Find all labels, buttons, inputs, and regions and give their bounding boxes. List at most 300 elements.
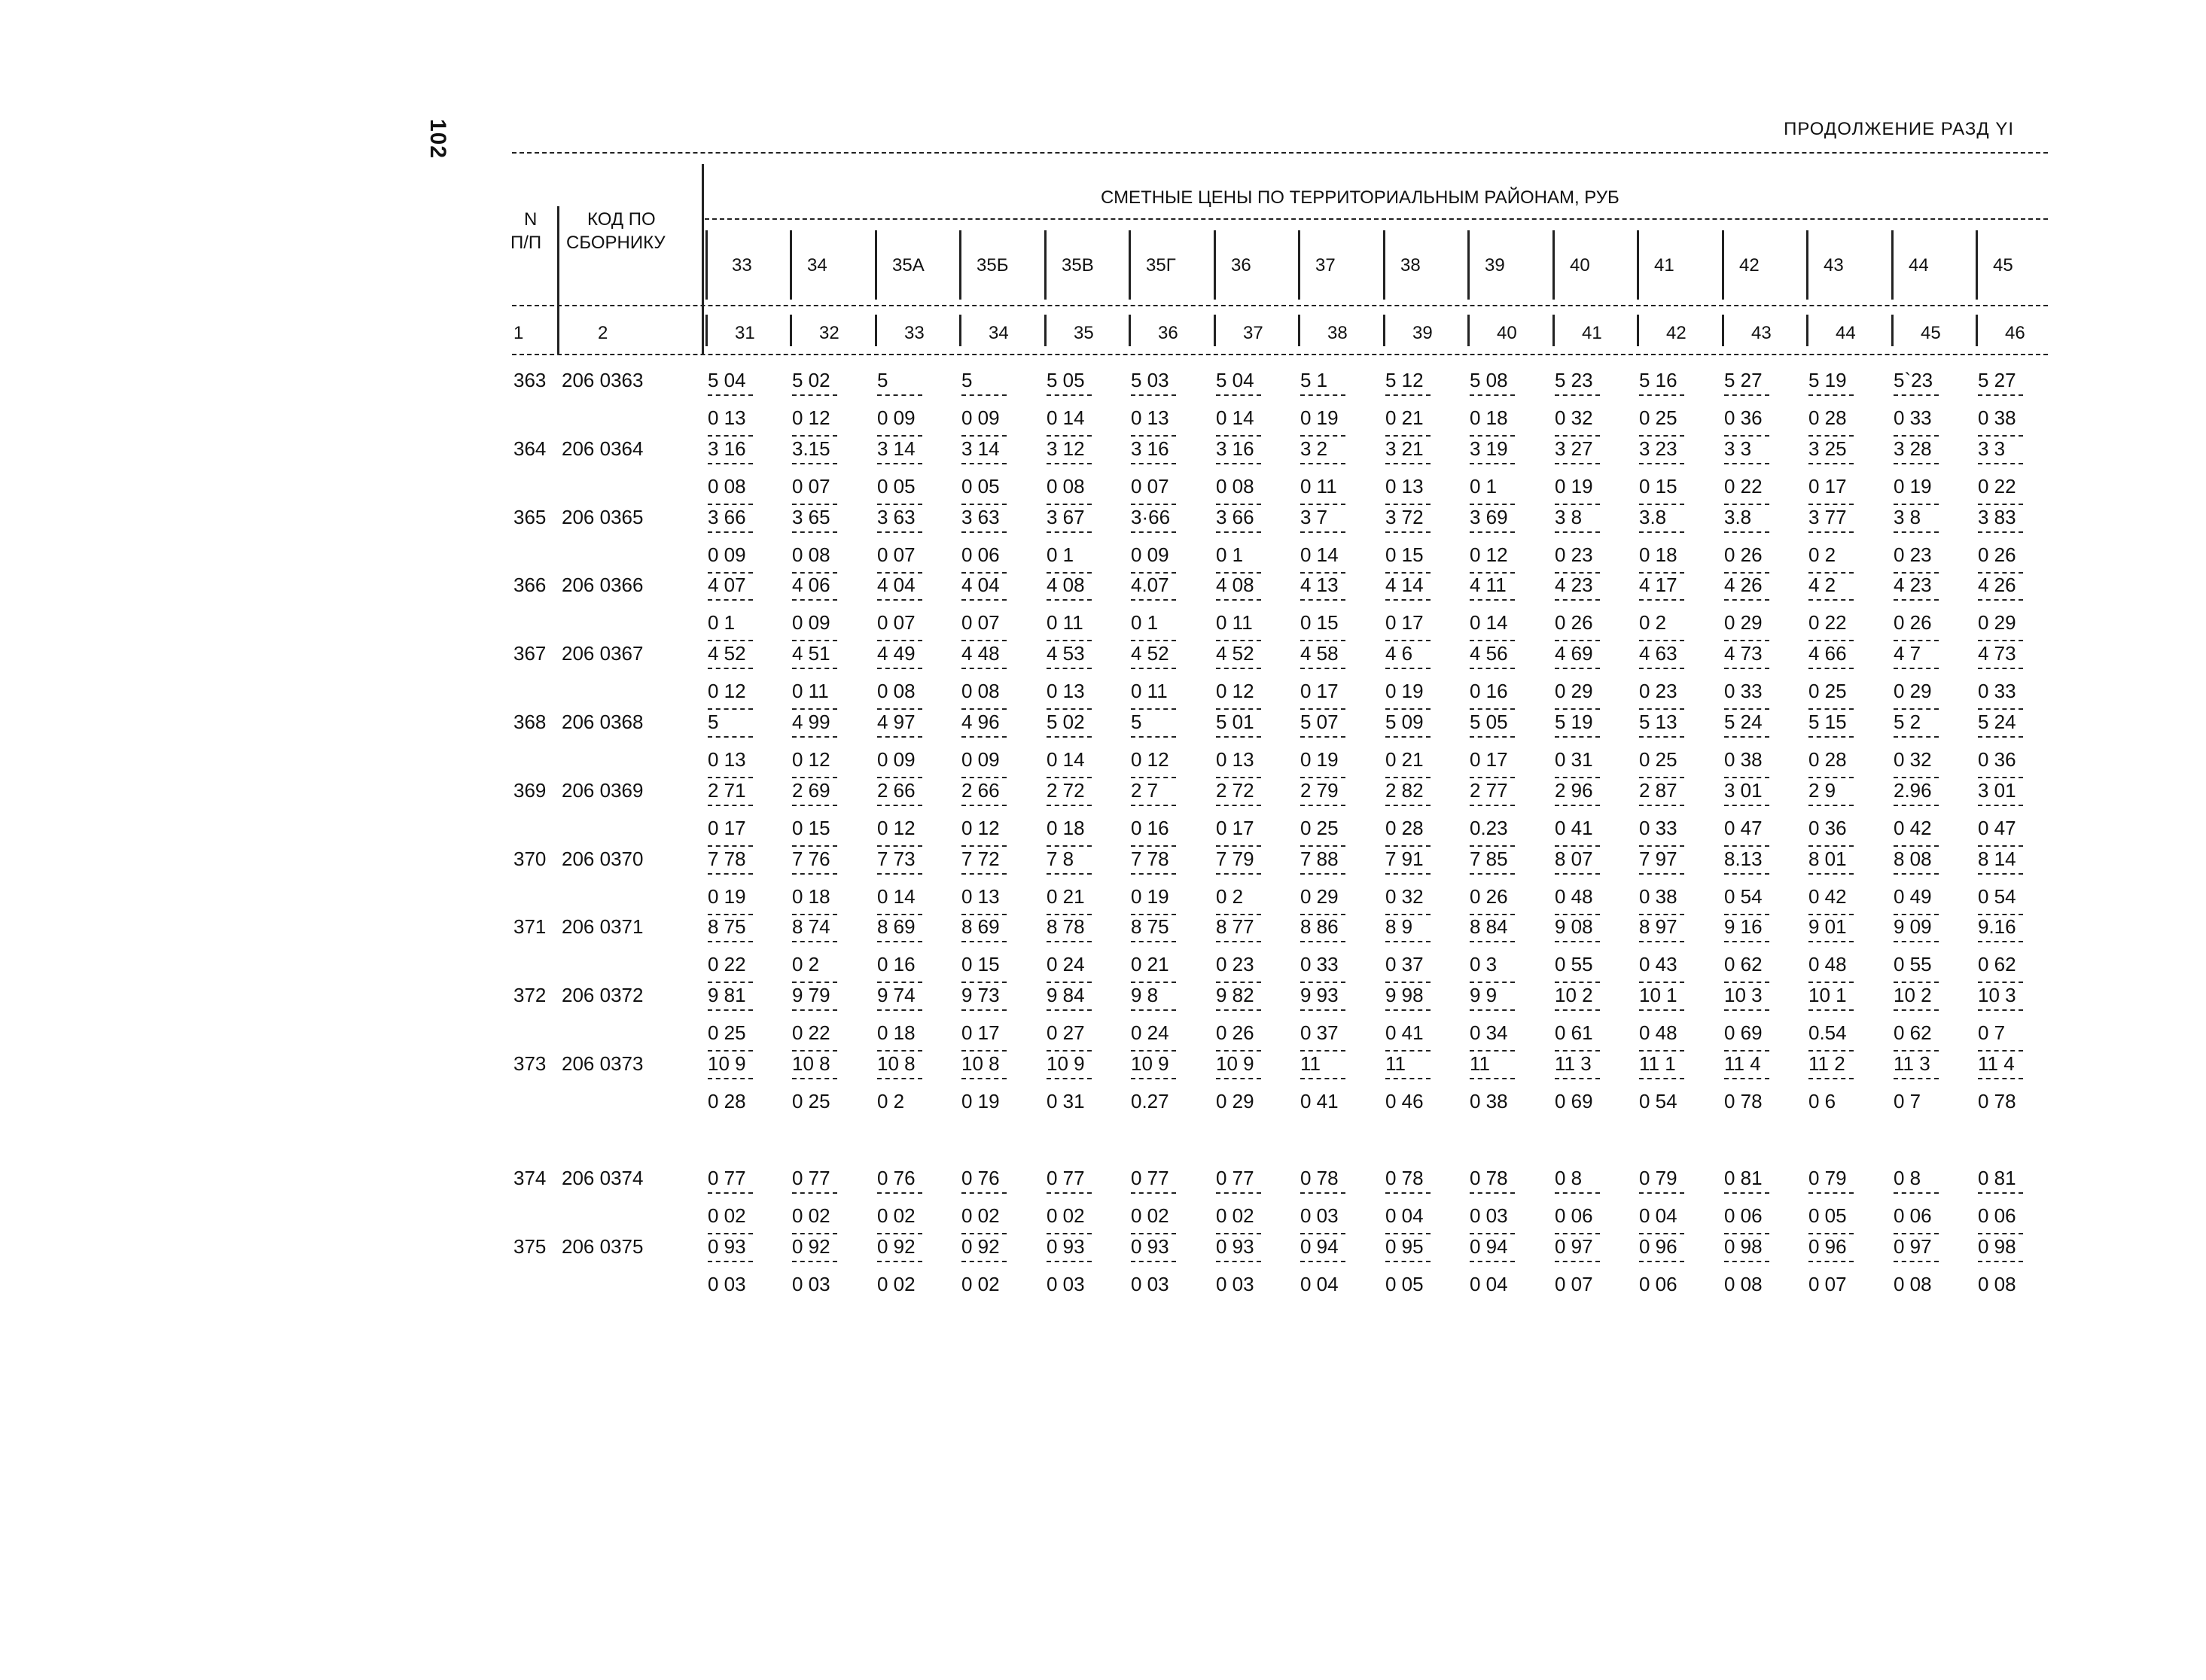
price-main: 4 53 [1047,642,1085,665]
price-main: 3 8 [1555,505,1583,528]
price-sub: 0 24 [1131,1021,1169,1045]
price-main: 0 77 [1216,1167,1254,1189]
fraction-rule [1894,640,1939,641]
price-sub: 0 37 [1300,1021,1339,1045]
fraction-rule [1808,708,1854,710]
price-main: 9 09 [1894,915,1932,939]
fraction-rule [1216,572,1261,574]
header-code-label: КОД ПО [587,209,656,230]
price-sub: 0 03 [1216,1273,1254,1295]
price-sub: 0 25 [792,1090,830,1112]
price-sub: 0 05 [877,474,916,498]
price-main: 0 78 [1470,1167,1508,1189]
price-sub: 0 36 [1978,748,2016,771]
price-sub: 0 11 [1300,474,1337,498]
fraction-rule [1300,873,1345,875]
price-main: 11 4 [1978,1052,2015,1075]
price-main: 5 01 [1216,711,1254,733]
fraction-rule [1131,873,1176,875]
fraction-rule [1978,941,2023,942]
fraction-rule [792,1078,837,1079]
price-sub: 0 55 [1894,953,1932,976]
price-sub: 0 07 [1808,1273,1847,1295]
price-sub: 0 18 [792,884,830,908]
price-sub: 0 08 [961,680,1000,703]
fraction-rule [1385,531,1431,533]
price-sub: 0 29 [1300,884,1339,908]
price-sub: 0 25 [708,1021,746,1045]
fraction-rule [1131,914,1176,915]
fraction-rule [1808,599,1854,601]
fraction-rule [1894,1261,1939,1262]
fraction-rule [1131,777,1176,778]
price-main: 2 7 [1131,778,1159,802]
fraction-rule [1894,736,1939,738]
price-main: 8 69 [877,915,916,939]
price-sub: 0 15 [1639,474,1677,498]
fraction-rule [1385,640,1431,641]
fraction-rule [792,777,837,778]
row-code: 206 0363 [562,369,644,391]
fraction-rule [792,463,837,464]
price-sub: 0 26 [1724,543,1763,566]
price-sub: 0 32 [1385,884,1424,908]
fraction-rule [877,1078,922,1079]
price-main: 0 92 [877,1235,916,1258]
group-rule [705,218,2048,220]
fraction-rule [1131,435,1176,437]
price-sub: 0 33 [1894,406,1932,429]
price-main: 5 1 [1300,369,1328,391]
fraction-rule [1385,941,1431,942]
fraction-rule [1555,640,1600,641]
fraction-rule [1894,914,1939,915]
price-main: 9 74 [877,984,916,1007]
price-main: 0 92 [792,1235,830,1258]
fraction-rule [1639,873,1684,875]
row-code: 206 0368 [562,711,644,733]
price-main: 2 72 [1216,778,1254,802]
index-bar [1129,315,1131,346]
price-main: 10 9 [1216,1052,1254,1075]
fraction-rule [1047,668,1092,669]
fraction-rule [1470,736,1515,738]
fraction-rule [792,1050,837,1052]
price-main: 4 13 [1300,574,1339,597]
price-main: 0 93 [1216,1235,1254,1258]
fraction-rule [1978,873,2023,875]
price-main: 3 01 [1978,778,2016,802]
price-sub: 0 48 [1808,953,1847,976]
price-sub: 0 03 [708,1273,746,1295]
price-sub: 0 3 [1470,953,1498,976]
district-header: 34 [807,255,827,275]
fraction-rule [1470,531,1515,533]
fraction-rule [1724,982,1769,983]
fraction-rule [1470,1078,1515,1079]
fraction-rule [1724,1261,1769,1262]
price-main: 3 16 [1216,437,1254,460]
price-main: 3 7 [1300,505,1328,528]
fraction-rule [1724,1078,1769,1079]
fraction-rule [1639,1233,1684,1234]
price-sub: 0 19 [961,1090,1000,1112]
page-number: 102 [425,119,450,160]
index-col: 32 [819,323,839,343]
district-header: 35В [1062,255,1094,275]
header-rule [512,305,2048,306]
price-sub: 0 12 [961,816,1000,839]
fraction-rule [708,982,753,983]
group-title: СМЕТНЫЕ ЦЕНЫ ПО ТЕРРИТОРИАЛЬНЫМ РАЙОНАМ, РУБ [1101,187,1619,208]
price-sub: 0 2 [1216,884,1244,908]
fraction-rule [708,1009,753,1011]
fraction-rule [1131,736,1176,738]
price-main: 4 73 [1724,642,1763,665]
price-main: 3 14 [877,437,916,460]
price-main: 5 27 [1978,369,2016,391]
fraction-rule [1216,1050,1261,1052]
price-main: 4 73 [1978,642,2016,665]
fraction-rule [1639,736,1684,738]
fraction-rule [1047,640,1092,641]
district-bar [705,230,708,300]
fraction-rule [1978,640,2023,641]
price-sub: 0 28 [1808,406,1847,429]
price-main: 0 96 [1808,1235,1847,1258]
price-sub: 0 16 [1131,816,1169,839]
fraction-rule [1047,599,1092,601]
fraction-rule [1808,504,1854,505]
price-main: 8 78 [1047,915,1085,939]
price-main: 3 77 [1808,505,1847,528]
fraction-rule [1216,504,1261,505]
fraction-rule [1385,572,1431,574]
price-sub: 0 16 [877,953,916,976]
price-main: 4 04 [877,574,916,597]
price-sub: 0 17 [1470,748,1508,771]
fraction-rule [1300,394,1345,396]
fraction-rule [1385,805,1431,806]
district-bar [1298,230,1300,300]
fraction-rule [1216,914,1261,915]
fraction-rule [1047,914,1092,915]
price-sub: 0 08 [708,474,746,498]
price-main: 4 48 [961,642,1000,665]
fraction-rule [1300,1009,1345,1011]
fraction-rule [1639,531,1684,533]
fraction-rule [1555,1261,1600,1262]
fraction-rule [1808,873,1854,875]
price-main: 2 71 [708,778,746,802]
price-sub: 0 15 [792,816,830,839]
price-sub: 0 28 [708,1090,746,1112]
price-sub: 0 41 [1555,816,1593,839]
fraction-rule [1978,914,2023,915]
price-main: 11 [1385,1052,1406,1075]
price-sub: 0 26 [1894,611,1932,635]
fraction-rule [1639,1261,1684,1262]
price-main: 3 2 [1300,437,1328,460]
price-sub: 0 14 [877,884,916,908]
price-main: 3 21 [1385,437,1424,460]
fraction-rule [961,873,1007,875]
price-main: 9 73 [961,984,1000,1007]
fraction-rule [1470,1233,1515,1234]
price-sub: 0 19 [1300,406,1339,429]
price-sub: 0 23 [1555,543,1593,566]
fraction-rule [1216,435,1261,437]
fraction-rule [708,1050,753,1052]
price-sub: 0 22 [1978,474,2016,498]
price-sub: 0 02 [1131,1204,1169,1227]
header-n-label: N [524,209,538,230]
district-bar [1044,230,1047,300]
fraction-rule [1978,531,2023,533]
price-sub: 0 12 [1470,543,1508,566]
fraction-rule [1470,640,1515,641]
price-sub: 0 13 [961,884,1000,908]
header-bar-code [702,164,704,354]
price-sub: 0 12 [792,748,830,771]
row-code: 206 0371 [562,915,644,939]
price-main: 0 92 [961,1235,1000,1258]
fraction-rule [1555,982,1600,983]
price-sub: 0 2 [792,953,820,976]
price-sub: 0 54 [1724,884,1763,908]
fraction-rule [792,941,837,942]
price-sub: 0.23 [1470,816,1508,839]
price-main: 3 14 [961,437,1000,460]
fraction-rule [708,531,753,533]
fraction-rule [708,708,753,710]
fraction-rule [1808,435,1854,437]
price-sub: 0 29 [1555,680,1593,703]
price-main: 4 99 [792,711,830,733]
fraction-rule [1216,1192,1261,1194]
fraction-rule [877,463,922,464]
fraction-rule [1639,1192,1684,1194]
index-col: 40 [1497,323,1517,343]
price-sub: 0 02 [877,1204,916,1227]
row-code: 206 0373 [562,1052,644,1075]
price-main: 8.13 [1724,847,1763,870]
fraction-rule [877,982,922,983]
fraction-rule [1808,531,1854,533]
index-bar [1806,315,1808,346]
price-sub: 0 41 [1385,1021,1424,1045]
price-sub: 0 17 [1808,474,1847,498]
district-bar [1722,230,1724,300]
price-main: 4 07 [708,574,746,597]
fraction-rule [1555,572,1600,574]
fraction-rule [1131,572,1176,574]
fraction-rule [1978,1192,2023,1194]
price-main: 8 97 [1639,915,1677,939]
price-sub: 0 24 [1047,953,1085,976]
fraction-rule [1639,435,1684,437]
price-sub: 0 07 [1555,1273,1593,1295]
row-number: 365 [513,505,547,528]
price-sub: 0 26 [1470,884,1508,908]
index-col: 38 [1327,323,1348,343]
fraction-rule [877,394,922,396]
fraction-rule [1216,805,1261,806]
price-sub: 0 54 [1639,1090,1677,1112]
index-col: 41 [1582,323,1602,343]
price-main: 4 52 [1216,642,1254,665]
price-main: 10 3 [1978,984,2016,1007]
district-header: 36 [1231,255,1251,275]
fraction-rule [1385,1233,1431,1234]
fraction-rule [1555,668,1600,669]
fraction-rule [1808,941,1854,942]
fraction-rule [1216,941,1261,942]
price-main: 4 69 [1555,642,1593,665]
row-code: 206 0364 [562,437,644,460]
price-main: 5 [708,711,719,733]
fraction-rule [1300,708,1345,710]
fraction-rule [1978,982,2023,983]
price-main: 5 02 [1047,711,1085,733]
fraction-rule [1300,1233,1345,1234]
price-main: 0 77 [792,1167,830,1189]
index-col: 43 [1751,323,1772,343]
index-col: 35 [1074,323,1094,343]
price-main: 3 63 [877,505,916,528]
fraction-rule [1978,463,2023,464]
fraction-rule [792,1009,837,1011]
price-sub: 0 13 [1131,406,1169,429]
price-sub: 0 31 [1047,1090,1085,1112]
price-main: 4 23 [1894,574,1932,597]
price-sub: 0 09 [961,406,1000,429]
price-sub: 0 04 [1639,1204,1677,1227]
fraction-rule [1131,504,1176,505]
price-main: 3.8 [1639,505,1667,528]
fraction-rule [1724,914,1769,915]
fraction-rule [1131,599,1176,601]
fraction-rule [708,463,753,464]
price-sub: 0 33 [1978,680,2016,703]
price-main: 4 08 [1047,574,1085,597]
fraction-rule [1385,1078,1431,1079]
fraction-rule [708,1078,753,1079]
price-sub: 0 18 [1047,816,1085,839]
price-main: 4 08 [1216,574,1254,597]
price-sub: 0 23 [1216,953,1254,976]
price-main: 5`23 [1894,369,1933,391]
fraction-rule [1724,1050,1769,1052]
fraction-rule [961,845,1007,847]
row-code: 206 0366 [562,574,644,597]
price-sub: 0 17 [1385,611,1424,635]
price-sub: 0 21 [1385,406,1424,429]
fraction-rule [1978,777,2023,778]
price-sub: 0 03 [1131,1273,1169,1295]
fraction-rule [877,941,922,942]
price-sub: 0 19 [1131,884,1169,908]
price-main: 5 16 [1639,369,1677,391]
price-main: 3.8 [1724,505,1752,528]
fraction-rule [1555,1050,1600,1052]
fraction-rule [877,1261,922,1262]
fraction-rule [1216,640,1261,641]
fraction-rule [1216,394,1261,396]
price-sub: 0 21 [1385,748,1424,771]
price-main: 5 08 [1470,369,1508,391]
price-main: 5 13 [1639,711,1677,733]
price-main: 4 26 [1978,574,2016,597]
price-main: 9 8 [1131,984,1159,1007]
fraction-rule [1555,504,1600,505]
fraction-rule [1808,1261,1854,1262]
price-sub: 0 08 [877,680,916,703]
price-main: 0 97 [1894,1235,1932,1258]
district-bar [1214,230,1216,300]
price-sub: 0 62 [1978,953,2016,976]
price-sub: 0 18 [1470,406,1508,429]
fraction-rule [1639,1050,1684,1052]
fraction-rule [792,504,837,505]
fraction-rule [1047,1261,1092,1262]
price-main: 11 3 [1894,1052,1930,1075]
fraction-rule [961,914,1007,915]
price-sub: 0 22 [708,953,746,976]
price-main: 3 3 [1724,437,1752,460]
price-main: 7 79 [1216,847,1254,870]
price-sub: 0 13 [708,406,746,429]
fraction-rule [1555,1078,1600,1079]
fraction-rule [1470,873,1515,875]
fraction-rule [792,873,837,875]
fraction-rule [1047,1233,1092,1234]
fraction-rule [1300,736,1345,738]
fraction-rule [1894,1050,1939,1052]
price-sub: 0 29 [1216,1090,1254,1112]
price-main: 10 9 [708,1052,746,1075]
fraction-rule [1555,873,1600,875]
fraction-rule [1047,435,1092,437]
price-main: 9 84 [1047,984,1085,1007]
fraction-rule [1639,941,1684,942]
price-main: 4 66 [1808,642,1847,665]
row-number: 369 [513,778,547,802]
price-sub: 0 36 [1808,816,1847,839]
fraction-rule [877,914,922,915]
district-header: 35А [892,255,925,275]
fraction-rule [1894,1192,1939,1194]
fraction-rule [1724,708,1769,710]
fraction-rule [1724,777,1769,778]
district-header: 35Г [1146,255,1176,275]
price-sub: 0 03 [792,1273,830,1295]
fraction-rule [1808,394,1854,396]
price-sub: 0 47 [1724,816,1763,839]
fraction-rule [1978,1233,2023,1234]
fraction-rule [1300,777,1345,778]
fraction-rule [1385,1261,1431,1262]
fraction-rule [1724,572,1769,574]
fraction-rule [877,873,922,875]
fraction-rule [708,394,753,396]
fraction-rule [708,640,753,641]
fraction-rule [792,531,837,533]
fraction-rule [1216,1009,1261,1011]
fraction-rule [1894,845,1939,847]
price-main: 0 93 [1131,1235,1169,1258]
price-sub: 0 06 [1639,1273,1677,1295]
